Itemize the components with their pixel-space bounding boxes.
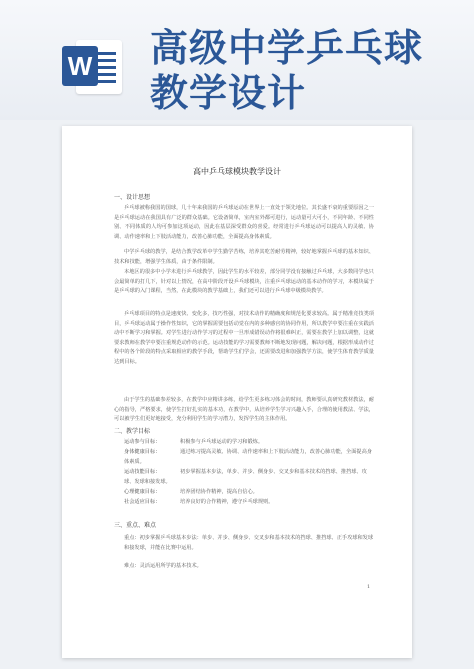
goal-row: 社会适应目标： 培养良好的合作精神，遵守乒乓球规则。	[124, 499, 274, 505]
key-point-row: 难点：灵活运用所学的基本技术。	[124, 563, 202, 569]
paragraph-features: 乒乓球项目的特点是速度快、变化多，技巧性强，对技术动作的精确度和规范化要求较高。属于精准竞技类项目，乒乓球运动属于操作性知识，它的掌握需要包括动觉在内的多种感官的协同作用，所以教学中要注重在实践活动中不断学习和掌握。对学生进行动作学习的过程中一旦形成错误动作将很难纠正，需要在教学上加以调整，这就要求教师在教学中要注重规范动作的示范。运动技能的学习需要教师不断地发现问题，解决问题，根据形成动作过程中的各个阶段的特点采取相应的教学手段，帮助学生们学会，还需要改进和加强教学方法，使学生体育教学质量达到目标。	[114, 311, 374, 365]
goal-row: 身体健康目标： 通过练习提高灵敏、协调、动作速率和上下肢活动能力，改善心肺功能，全面提高身体素质。	[124, 449, 372, 465]
document-title: 高中乒乓球模块教学设计	[193, 167, 281, 176]
section-heading-design: 一、设计思想	[114, 194, 151, 201]
section-heading-key-points: 三、重点、难点	[114, 522, 157, 529]
goal-row: 运动参与目标： 积极参与乒乓球运动的学习和锻炼。	[124, 439, 264, 445]
header-banner	[0, 0, 474, 120]
goal-row: 运动技能目标： 初步掌握基本步法，单步、并步、侧身步、交叉步和基本技术的挡球、推挡球、攻球、发球和接发球。	[124, 469, 367, 485]
paragraph-local: 本地区的很多中小学未进行乒乓球教学，因此学生的水平较差，部分同学没有接触过乒乓球，大多数同学也只会最简单的打几下，针对以上情况，在高中阶段开设乒乓球模块，注重乒乓球运动的基本动作的学习，本模块属于是乒乓球的入门课程，当然，在此模块的教学基础上，我们还可以进行乒乓球中级模块教学。	[114, 269, 374, 294]
paragraph-method: 由于学生的基础参差较多，在教学中应精讲多练，给学生更多练习体会的时间，教师要认真研究教材教法，耐心的指导，严格要求，使学生打好扎实的基本功，在教学中，从培养学生学习兴趣入手，合理的使用教法、学法，可以被学生们更好地接受，充分利用学生的学习潜力，发挥学生的主体作用。	[114, 397, 374, 422]
key-point-row: 重点：初步掌握乒乓球基本步法：单步、并步、侧身步、交叉步和基本技术的挡球、推挡球、正手攻球和发球和接发球，并能在比赛中运用。	[124, 535, 374, 551]
paragraph-intro: 乒乓球被称我国的国球，几十年来我国的乒乓球运动在世界上一直处于领先地位。其长盛不衰的重要原因之一是乒乓球运动在我国具有广泛的群众基础。它设备简单，室内室外都可进行，运动量可大可小，不同年龄、不同性别、不同体质的人均可参加这项运动，因此在基层深受群众的喜爱。经常进行乒乓球运动可以提高人的灵敏、协调、动作速率和上下肢活动能力，改善心肺功能，全面提高身体素质。	[114, 205, 374, 240]
section-heading-goals: 二、教学目标	[114, 428, 151, 435]
page-title: 高级中学乒乓球教学设计	[150, 26, 424, 115]
word-document-icon	[62, 38, 124, 96]
word-badge: W	[62, 46, 98, 86]
goal-row: 心理健康目标： 培养团结协作精神，提高自信心。	[124, 489, 258, 495]
paragraph-teaching: 中学乒乓球的教学，是结合教学改革中学生勤学苦练，培养其吃苦耐劳精神，较好地掌握乒乓球的基本知识、技术和技能，增强学生体质，由于条件限制。	[114, 249, 374, 265]
page-number: 1	[367, 584, 371, 590]
document-page	[62, 126, 412, 658]
